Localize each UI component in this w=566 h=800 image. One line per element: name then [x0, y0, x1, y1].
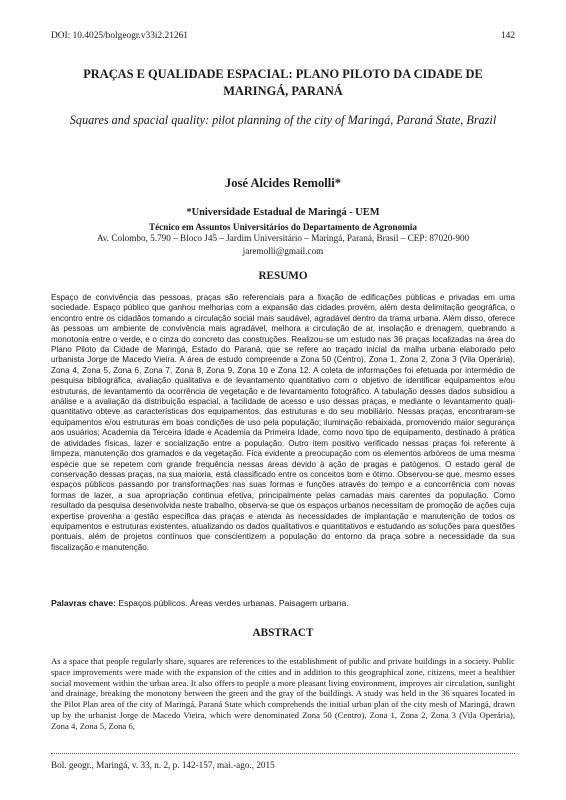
author-email[interactable]: jaremolli@gmail.com — [242, 246, 324, 256]
affiliation-position: Técnico em Assuntos Universitários do Departamento de Agronomia — [148, 222, 418, 232]
resumo-text: Espaço de convivência das pessoas, praças são referenciais para a fixação de edificações públicas e privadas em uma sociedade. Espaço público que ganhou melhorias com a expansão das cidades provém, além desta delimitação geográfica, o encontro entre os cidadãos tornando a circulação social mais saudável, agradável dentro da trama urbana. Além disso, oferece às pessoas um ambiente de convivência mais agradável, melhora a circulação de ar, insolação e drenagem, quebrando a monotonia entre o verde, e o cinza do concreto das construções. Realizou-se um estudo nas 36 praças localizadas na área do Plano Piloto da Cidade de Maringá, Estado do Paraná, que se refere ao traçado inicial da malha urbana elaborado pelo urbanista Jorge de Macedo Vieira. A área de estudo compreende a Zona 50 (Centro), Zona 1, Zona 2, Zona 3 (Vila Operária), Zona 4, Zona 5, Zona 6, Zona 7, Zona 8, Zona 9, Zona 10 e Zona 12. A coleta de informações foi efetuada por intermédio de pesquisa bibliográfica, avaliação qualitativa e de levantamento quantitativo com o objetivo de identificar equipamentos e/ou estruturas, de levantamento da ocorrência de vegetação e de levantamento fotográfico. A tabulação desses dados subsidiou a análise e a avaliação da distribuição espacial, a facilidade de acesso e uso dessas praças, e mediante o levantamento quali-quantitativo obteve as características dos equipamentos, das estruturas e do seu mobiliário. Nessas praças, encontraram-se equipamentos e/ou estruturas em boas condições de uso pela população; iluminação rebaixada, promovendo maior segurança aos usuários; Academia da Terceira Idade e Academia da Primeira Idade, como novo tipo de equipamento, destinado à prática de atividades físicas, lazer e socialização entre a população. Outro item positivo verificado nessas praças foi referente à limpeza, manutenção dos gramados e da vegetação. Fica evidente a preocupação com os elementos arbóreos de uma mesma espécie que se repetem com grande frequência nessas áreas devido à ação de pragas e patógenos. O estado geral de conservação dessas praças, na sua maioria, está classificado entre os conceitos bom e ótimo. Observou-se que, mesmo esses espaços públicos passando por transformações nas suas formas e funções através do tempo e a concorrência com novas formas de lazer, a sua apropriação continua efetiva, principalmente pelas camadas mais carentes da população. Como resultado da pesquisa desenvolvida neste trabalho, observa-se que os espaços urbanos necessitam de promoção de ações cuja expertise provenha a gestão específica das praças e atenda às necessidades de implantação e manutenção de todos os equipamentos e estruturas existentes, atualizando os dados qualitativos e quantitativos e estudando as soluções para questões pontuais, além de projetos contínuos que conscientizem a população do entorno da praça sobre a necessidade da sua fiscalização e manutenção. — [51, 293, 515, 552]
doi-text: DOI: 10.4025/bolgeogr.v33i2.21261 — [51, 31, 188, 41]
keywords-label: Palavras chave: — [51, 598, 116, 608]
keywords — [51, 598, 515, 608]
article-title: PRAÇAS E QUALIDADE ESPACIAL: PLANO PILOTO DA CIDADE DE MARINGÁ, PARANÁ — [83, 67, 483, 98]
footer-divider — [51, 753, 515, 754]
keywords-text: Espaços públicos. Áreas verdes urbanas. Paisagem urbana. — [115, 598, 349, 608]
author-name: José Alcides Remolli* — [224, 176, 342, 190]
abstract-text: As a space that people regularly share, squares are references to the establishment of public and private buildings in a society. Public space improvements were made with the expansion of the cities and in addition to this geographical zone, citizens, meet a healthier social movement within the urban area. It also offers to people a more pleasant living environment, improves air circulation, sunlight and drainage, breaking the monotony between the green and the gray of the buildings. A study was held in the 36 squares located in the Pilot Plan area of the city of Maringá, Paraná State which comprehends the initial urban plan of the city mesh of Maringá, drawn up by the urbanist Jorge de Macedo Vieira, which were denominated Zona 50 (Centro), Zona 1, Zona 2, Zona 3 (Vila Operária), Zona 4, Zona 5, Zona 6, — [51, 656, 515, 731]
resumo-heading: RESUMO — [258, 270, 308, 282]
footer-citation: Bol. geogr., Maringá, v. 33, n. 2, p. 142-157, mai.-ago., 2015 — [51, 760, 275, 770]
affiliation-address: Av. Colombo, 5.790 – Bloco J45 – Jardim Universitário – Maringá, Paraná, Brasil – CEP: 87020-900 — [96, 233, 470, 243]
affiliation-university: *Universidade Estadual de Maringá - UEM — [186, 207, 380, 218]
article-subtitle: Squares and spacial quality: pilot planning of the city of Maringá, Paraná State, Brazil — [69, 113, 497, 127]
abstract-heading: ABSTRACT — [252, 627, 314, 639]
page-number: 142 — [500, 31, 515, 41]
